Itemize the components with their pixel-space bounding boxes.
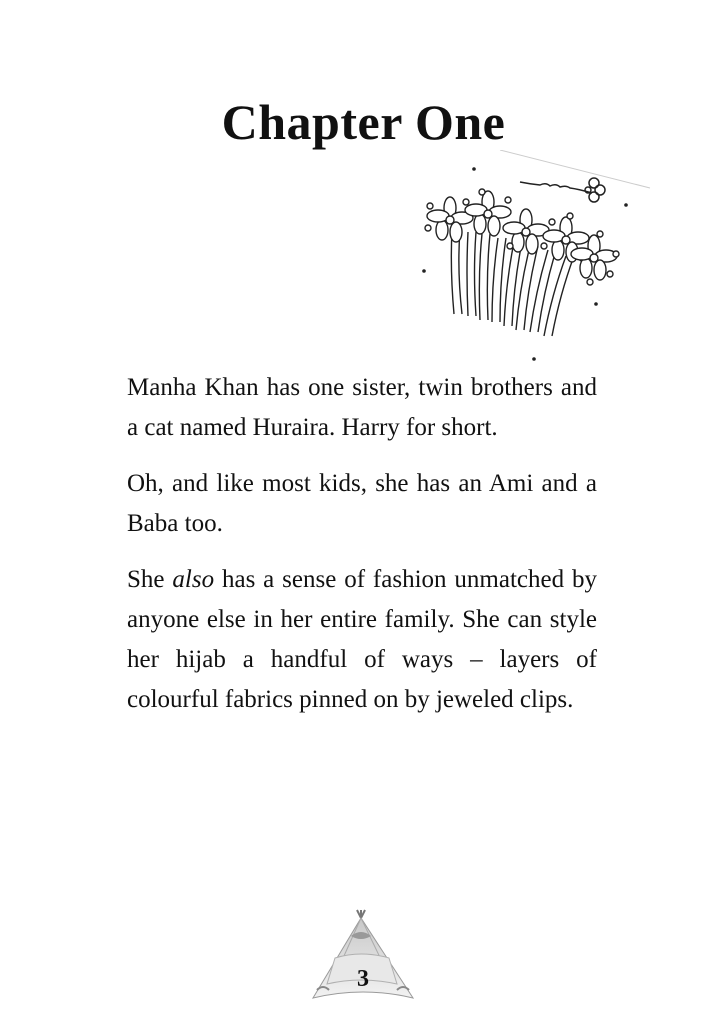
paragraph-text: She <box>127 566 173 593</box>
emphasis-text: also <box>172 566 215 593</box>
hair-comb-illustration-icon <box>410 150 660 370</box>
paragraph <box>127 560 597 720</box>
chapter-title: Chapter One <box>221 94 506 150</box>
bobby-pin-icon <box>520 178 605 202</box>
paragraph-text: has a sense of fashion unmatched by anyone else in her entire family. She can style her hijab a handful of ways – layers of colourful fabrics pinned on by jeweled clips. <box>127 566 597 713</box>
page-number: 3 <box>357 966 369 992</box>
paragraph: Oh, and like most kids, she has an Ami and a Baba too. <box>127 470 597 537</box>
page-number-badge <box>305 906 421 1006</box>
paragraph: Manha Khan has one sister, twin brothers and a cat named Huraira. Harry for short. <box>127 374 597 441</box>
chapter-body <box>127 368 597 736</box>
